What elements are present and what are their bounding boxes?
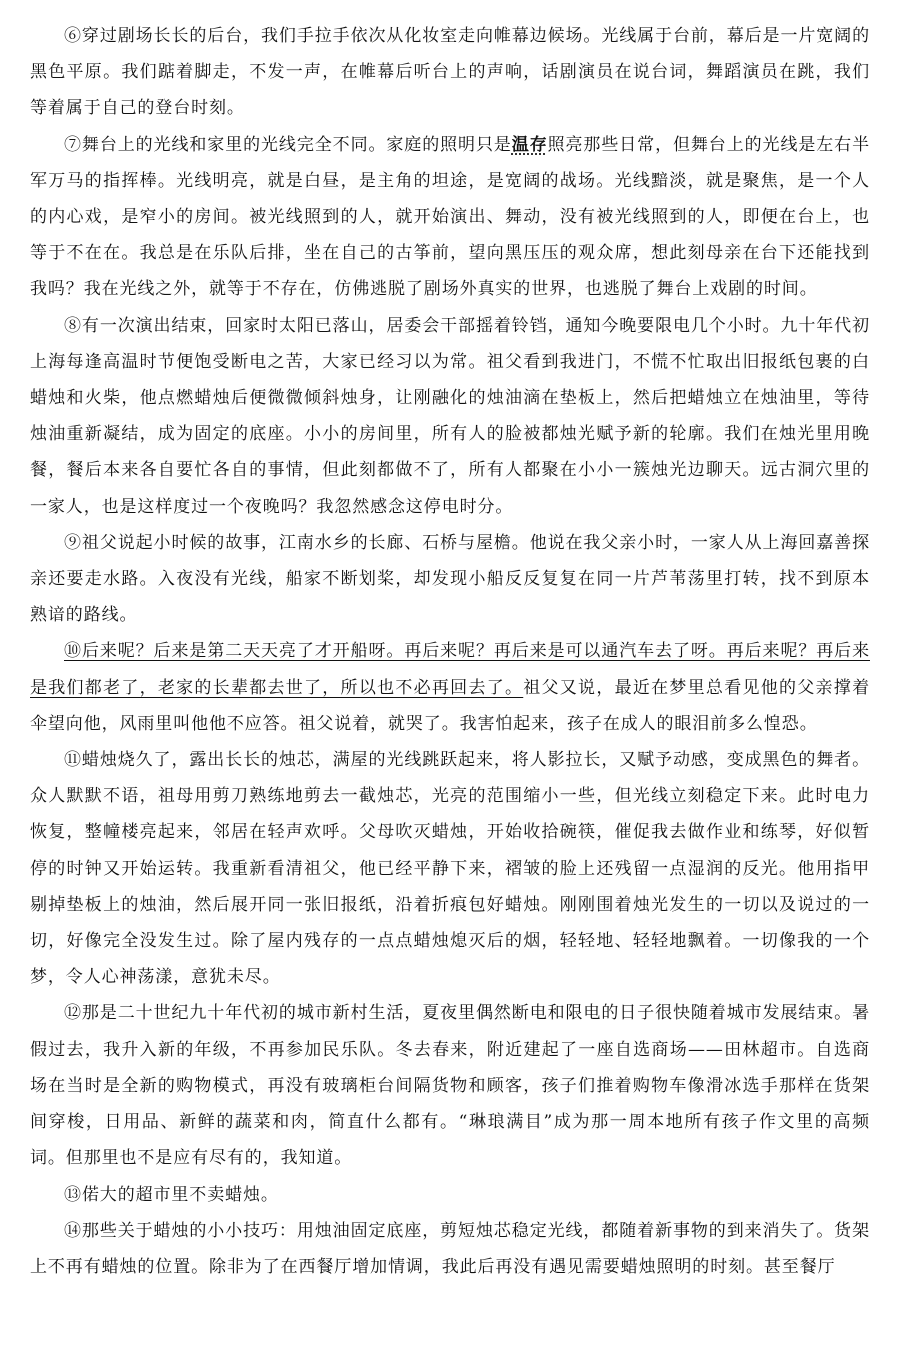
paragraph-9-text: ⑨祖父说起小时候的故事，江南水乡的长廊、石桥与屋檐。他说在我父亲小时，一家人从上海回嘉善探亲还要走水路。入夜没有光线，船家不断划桨，却发现小船反反复复在同一片芦苇荡里打转，找不到原本熟谙的路线。 xyxy=(30,532,870,626)
paragraph-10 xyxy=(30,633,870,742)
paragraph-9 xyxy=(30,525,870,634)
paragraph-8 xyxy=(30,308,870,525)
paragraph-7 xyxy=(30,127,870,308)
paragraph-12 xyxy=(30,995,870,1176)
paragraph-6-text: ⑥穿过剧场长长的后台，我们手拉手依次从化妆室走向帷幕边候场。光线属于台前，幕后是一片宽阔的黑色平原。我们踮着脚走，不发一声，在帷幕后听台上的声响，话剧演员在说台词，舞蹈演员在跳，我们等着属于自己的登台时刻。 xyxy=(30,26,870,119)
paragraph-14 xyxy=(30,1213,870,1285)
paragraph-10-text-after: 祖父又说，最近在梦里总看见他的父亲撑着伞望向他，风雨里叫他他不应答。祖父说着，就哭了。我害怕起来，孩子在成人的眼泪前多么惶恐。 xyxy=(30,677,870,734)
paragraph-11-text: ⑪蜡烛烧久了，露出长长的烛芯，满屋的光线跳跃起来，将人影拉长，又赋予动感，变成黑色的舞者。众人默默不语，祖母用剪刀熟练地剪去一截烛芯，光亮的范围缩小一些，但光线立刻稳定下来。此时电力恢复，整幢楼亮起来，邻居在轻声欢呼。父母吹灭蜡烛，开始收拾碗筷，催促我去做作业和练琴，好似暂停的时钟又开始运转。我重新看清祖父，他已经平静下来，褶皱的脸上还残留一点湿润的反光。他用指甲剔掉垫板上的烛油，然后展开同一张旧报纸，沿着折痕包好蜡烛。刚刚围着烛光发生的一切以及说过的一切，好像完全没发生过。除了屋内残存的一点点蜡烛熄灭后的烟，轻轻地、轻轻地飘着。一切像我的一个梦，令人心神荡漾，意犹未尽。 xyxy=(30,750,870,988)
document-page xyxy=(0,18,900,1285)
paragraph-7-text-before: ⑦舞台上的光线和家里的光线完全不同。家庭的照明只是 xyxy=(64,134,512,155)
paragraph-7-emphasis: 温存 xyxy=(511,134,548,155)
paragraph-11 xyxy=(30,742,870,995)
paragraph-7-text-after: 照亮那些日常，但舞台上的光线是左右半军万马的指挥棒。光线明亮，就是白昼，是主角的坦途，是宽阔的战场。光线黯淡，就是聚焦，是一个人的内心戏，是窄小的房间。被光线照到的人，就开始演出、舞动，没有被光线照到的人，即便在台上，也等于不在在。我总是在乐队后排，坐在自己的古筝前，望向黑压压的观众席，想此刻母亲在台下还能找到我吗？我在光线之外，就等于不存在，仿佛逃脱了剧场外真实的世界，也逃脱了舞台上戏剧的时间。 xyxy=(30,134,870,300)
paragraph-13-text: ⑬偌大的超市里不卖蜡烛。 xyxy=(64,1184,279,1205)
paragraph-8-text: ⑧有一次演出结束，回家时太阳已落山，居委会干部摇着铃铛，通知今晚要限电几个小时。九十年代初上海每逢高温时节便饱受断电之苦，大家已经习以为常。祖父看到我进门，不慌不忙取出旧报纸包裹的白蜡烛和火柴，他点燃蜡烛后便微微倾斜烛身，让刚融化的烛油滴在垫板上，然后把蜡烛立在烛油里，等待烛油重新凝结，成为固定的底座。小小的房间里，所有人的脸被都烛光赋予新的轮廓。我们在烛光里用晚餐，餐后本来各自要忙各自的事情，但此刻都做不了，所有人都聚在小小一簇烛光边聊天。远古洞穴里的一家人，也是这样度过一个夜晚吗？我忽然感念这停电时分。 xyxy=(30,315,870,517)
paragraph-12-text: ⑫那是二十世纪九十年代初的城市新村生活，夏夜里偶然断电和限电的日子很快随着城市发展结束。暑假过去，我升入新的年级，不再参加民乐队。冬去春来，附近建起了一座自选商场——田林超市。自选商场在当时是全新的购物模式，再没有玻璃柜台间隔货物和顾客，孩子们推着购物车像滑冰选手那样在货架间穿梭，日用品、新鲜的蔬菜和肉，简直什么都有。“琳琅满目”成为那一周本地所有孩子作文里的高频词。但那里也不是应有尽有的，我知道。 xyxy=(30,1003,870,1169)
paragraph-10-underlined: ⑩后来呢？后来是第二天天亮了才开船呀。再后来呢？再后来是可以通汽车去了呀。再后来呢？再后来是我们都老了，老家的长辈都去世了，所以也不必再回去了。 xyxy=(30,641,870,698)
paragraph-14-text: ⑭那些关于蜡烛的小小技巧：用烛油固定底座，剪短烛芯稳定光线，都随着新事物的到来消失了。货架上不再有蜡烛的位置。除非为了在西餐厅增加情调，我此后再没有遇见需要蜡烛照明的时刻。甚至餐厅 xyxy=(30,1220,870,1277)
paragraph-13 xyxy=(30,1177,870,1213)
paragraph-6 xyxy=(30,18,870,127)
